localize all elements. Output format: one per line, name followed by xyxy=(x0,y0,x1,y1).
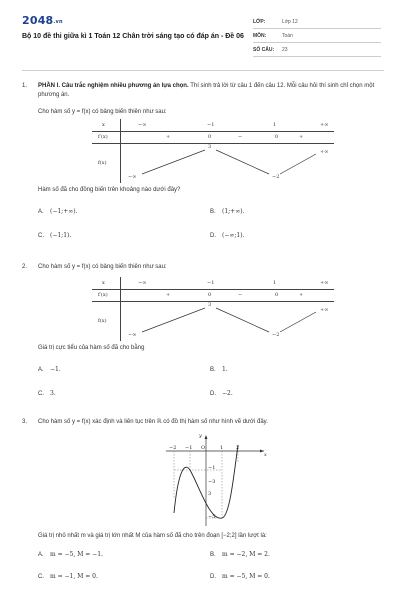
increasing-arrow xyxy=(280,312,316,332)
x-row-label: x xyxy=(102,122,105,128)
y-tick-label: −5 xyxy=(208,514,216,520)
x-value: +∞ xyxy=(320,122,329,128)
variation-arrows xyxy=(92,277,334,341)
answer-option-a[interactable]: A. (−1;+∞). xyxy=(38,208,78,215)
answer-option-a[interactable]: A. −1. xyxy=(38,366,61,373)
meta-value: Lớp 12 xyxy=(282,18,298,25)
variation-table xyxy=(92,119,334,183)
logo-suffix: .vn xyxy=(53,19,63,25)
increasing-arrow xyxy=(142,308,205,332)
sign-value: − xyxy=(238,134,243,140)
x-value: −1 xyxy=(207,122,215,128)
sign-value: + xyxy=(166,292,171,298)
f-value: −2 xyxy=(272,332,280,338)
function-graph xyxy=(160,433,270,528)
f-value: −∞ xyxy=(128,332,137,338)
x-value: 1 xyxy=(273,280,277,286)
part-description: Thí sinh trả lời từ câu 1 đến câu 12. Mỗi câu hỏi thí sinh chỉ chọn một phương án. xyxy=(38,83,375,98)
question-number: 1. xyxy=(22,83,28,89)
answer-option-d[interactable]: D. (−∞;1). xyxy=(210,232,245,239)
question-intro: Cho hàm số y = f(x) có bảng biến thiên như sau: xyxy=(38,264,167,270)
f-value: −2 xyxy=(272,174,280,180)
y-tick-label: −1 xyxy=(208,465,216,471)
answer-option-c[interactable]: C. m = −1, M = 0. xyxy=(38,573,98,580)
x-value: −1 xyxy=(207,280,215,286)
question-intro: Cho hàm số y = f(x) xác định và liên tục trên ℝ có đồ thị hàm số như hình vẽ dưới đây. xyxy=(38,419,268,425)
question-text: Giá trị nhỏ nhất m và giá trị lớn nhất M của hàm số đã cho trên đoạn [−2;2] lần lượt là: xyxy=(38,533,267,539)
sign-value: 0 xyxy=(208,134,212,140)
f-value: +∞ xyxy=(320,307,329,313)
sign-value: + xyxy=(299,134,304,140)
f-value: 3 xyxy=(208,144,212,150)
x-value: 1 xyxy=(273,122,277,128)
document-title: Bộ 10 đề thi giữa kì 1 Toán 12 Chân trời sáng tạo có đáp án - Đề 06 xyxy=(22,33,244,40)
meta-key: MÔN: xyxy=(253,32,267,39)
meta-row-subject xyxy=(253,29,381,43)
site-logo[interactable] xyxy=(22,14,63,27)
derivative-row-label: f′(x) xyxy=(98,292,108,298)
header-divider xyxy=(22,70,384,71)
answer-option-d[interactable]: D. −2. xyxy=(210,390,233,397)
answer-option-b[interactable]: B. 1. xyxy=(210,366,228,373)
f-value: +∞ xyxy=(320,149,329,155)
answer-option-b[interactable]: B. (1;+∞). xyxy=(210,208,245,215)
y-tick-label: 3 xyxy=(208,491,212,497)
x-tick-label: 2 xyxy=(236,445,240,451)
answer-option-a[interactable]: A. m = −5, M = −1. xyxy=(38,551,103,558)
answer-option-c[interactable]: C. 3. xyxy=(38,390,56,397)
question-number: 2. xyxy=(22,264,28,270)
x-tick-label: 1 xyxy=(220,445,224,451)
y-axis-label: y xyxy=(199,433,202,439)
sign-value: 0 xyxy=(208,292,212,298)
part-label: PHẦN I. Câu trắc nghiệm nhiều phương án lựa chọn. xyxy=(38,83,189,89)
f-value: 3 xyxy=(208,302,212,308)
x-tick-label: −2 xyxy=(169,445,177,451)
logo-text: 2048 xyxy=(22,14,54,27)
derivative-row-label: f′(x) xyxy=(98,134,108,140)
part-instructions xyxy=(38,82,388,100)
question-text: Hàm số đã cho đồng biến trên khoảng nào dưới đây? xyxy=(38,187,181,193)
x-tick-label: −1 xyxy=(185,445,193,451)
question-number: 3. xyxy=(22,419,28,425)
meta-panel xyxy=(253,15,381,57)
answer-option-b[interactable]: B. m = −2, M = 2. xyxy=(210,551,270,558)
question-intro: Cho hàm số y = f(x) có bảng biến thiên như sau: xyxy=(38,109,167,115)
x-value: +∞ xyxy=(320,280,329,286)
variation-arrows xyxy=(92,119,334,183)
origin-label: O xyxy=(201,445,206,451)
sign-value: + xyxy=(299,292,304,298)
x-value: −∞ xyxy=(138,122,147,128)
increasing-arrow xyxy=(142,150,205,174)
y-tick-label: −3 xyxy=(208,479,216,485)
meta-row-count xyxy=(253,43,381,57)
variation-table xyxy=(92,277,334,341)
x-row-label: x xyxy=(102,280,105,286)
meta-value: 23 xyxy=(282,46,288,53)
y-axis-arrow xyxy=(205,435,208,439)
sign-value: 0 xyxy=(275,292,279,298)
meta-row-class xyxy=(253,15,381,29)
function-row-label: f(x) xyxy=(98,318,107,324)
increasing-arrow xyxy=(280,154,316,174)
question-text: Giá trị cực tiểu của hàm số đã cho bằng xyxy=(38,345,145,351)
x-axis-label: x xyxy=(264,452,267,458)
f-value: −∞ xyxy=(128,174,137,180)
answer-option-c[interactable]: C. (−1;1). xyxy=(38,232,72,239)
meta-key: LỚP: xyxy=(253,18,266,25)
decreasing-arrow xyxy=(216,308,269,332)
decreasing-arrow xyxy=(216,150,269,174)
sign-value: − xyxy=(238,292,243,298)
x-value: −∞ xyxy=(138,280,147,286)
meta-key: SỐ CÂU: xyxy=(253,46,275,53)
sign-value: 0 xyxy=(275,134,279,140)
sign-value: + xyxy=(166,134,171,140)
answer-option-d[interactable]: D. m = −5, M = 0. xyxy=(210,573,270,580)
function-row-label: f(x) xyxy=(98,160,107,166)
meta-value: Toán xyxy=(282,32,293,39)
